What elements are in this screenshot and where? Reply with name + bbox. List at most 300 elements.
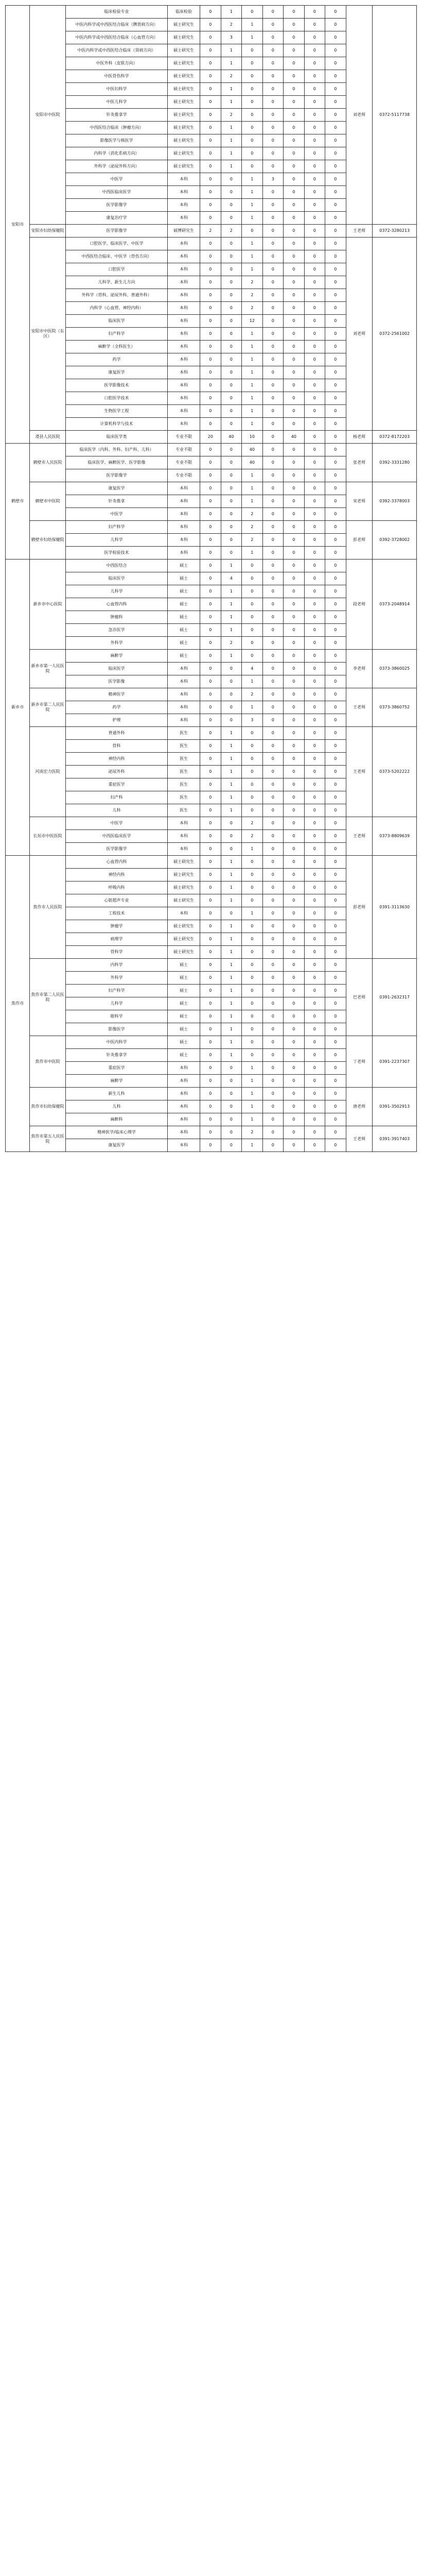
education-cell: 硕士研究生 [168,19,200,31]
count-cell: 1 [221,804,242,817]
education-cell: 硕士 [168,1023,200,1036]
count-cell: 10 [242,431,263,444]
count-cell: 0 [325,341,346,353]
contact-cell: 李老师 [346,650,373,688]
count-cell: 0 [262,122,284,134]
count-cell: 0 [200,83,221,96]
count-cell: 1 [242,1062,263,1075]
count-cell: 1 [242,907,263,920]
count-cell: 0 [284,791,305,804]
count-cell: 0 [262,160,284,173]
count-cell: 2 [242,830,263,843]
count-cell: 0 [284,675,305,688]
count-cell: 0 [284,160,305,173]
count-cell: 0 [284,122,305,134]
education-cell: 硕士研究生 [168,933,200,946]
count-cell: 0 [304,392,325,405]
count-cell: 0 [325,379,346,392]
education-cell: 硕士 [168,560,200,572]
count-cell: 0 [325,894,346,907]
count-cell: 0 [304,675,325,688]
count-cell: 0 [304,109,325,122]
count-cell: 0 [284,1010,305,1023]
count-cell: 0 [325,997,346,1010]
count-cell: 0 [304,263,325,276]
count-cell: 0 [221,663,242,675]
education-cell: 硕士 [168,1049,200,1062]
count-cell: 0 [304,714,325,727]
specialty-cell: 外科学（骨科、泌尿外科、普通外科） [66,289,168,302]
count-cell: 0 [262,907,284,920]
count-cell: 0 [200,933,221,946]
count-cell: 0 [242,972,263,985]
contact-cell: 王老师 [346,225,373,238]
education-cell: 硕士 [168,611,200,624]
specialty-cell: 医学影像学 [66,843,168,856]
count-cell: 0 [262,727,284,740]
specialty-cell: 药学 [66,353,168,366]
count-cell: 1 [242,173,263,186]
education-cell: 硕士研究生 [168,160,200,173]
count-cell: 0 [325,753,346,766]
count-cell: 0 [284,740,305,753]
specialty-cell: 精神医学 [66,688,168,701]
count-cell: 0 [221,1062,242,1075]
count-cell: 1 [242,1075,263,1088]
count-cell: 0 [200,250,221,263]
count-cell: 0 [304,650,325,663]
count-cell: 0 [221,714,242,727]
specialty-cell: 医学检验技术 [66,547,168,560]
count-cell: 0 [284,778,305,791]
education-cell: 医生 [168,778,200,791]
count-cell: 0 [304,843,325,856]
count-cell: 0 [304,894,325,907]
count-cell: 0 [325,57,346,70]
specialty-cell: 外科学 [66,972,168,985]
recruitment-table-sheet [5,5,417,1152]
count-cell: 0 [262,83,284,96]
education-cell: 本科 [168,173,200,186]
count-cell: 0 [221,469,242,482]
education-cell: 硕士研究生 [168,894,200,907]
count-cell: 0 [304,1088,325,1100]
specialty-cell: 重症医学 [66,778,168,791]
phone-cell: 0392-3331280 [373,444,417,482]
count-cell: 0 [242,70,263,83]
count-cell: 1 [242,19,263,31]
education-cell: 硕士研究生 [168,946,200,959]
count-cell: 0 [262,959,284,972]
count-cell: 2 [242,302,263,315]
count-cell: 1 [221,985,242,997]
count-cell: 0 [242,856,263,869]
specialty-cell: 工程技术 [66,907,168,920]
count-cell: 0 [325,560,346,572]
count-cell: 0 [200,289,221,302]
count-cell: 0 [284,1088,305,1100]
count-cell: 0 [325,134,346,147]
education-cell: 本科 [168,1113,200,1126]
count-cell: 0 [284,1036,305,1049]
specialty-cell: 临床医学类 [66,431,168,444]
count-cell: 0 [325,328,346,341]
count-cell: 0 [262,186,284,199]
count-cell: 0 [242,1010,263,1023]
count-cell: 0 [262,70,284,83]
education-cell: 本科 [168,392,200,405]
specialty-cell: 中西医结合临床（肿瘤方向） [66,122,168,134]
count-cell: 1 [221,134,242,147]
specialty-cell: 儿科学、新生儿方向 [66,276,168,289]
count-cell: 0 [325,147,346,160]
education-cell: 本科 [168,508,200,521]
count-cell: 0 [304,366,325,379]
count-cell: 1 [221,147,242,160]
education-cell: 硕士研究生 [168,122,200,134]
count-cell: 0 [221,212,242,225]
education-cell: 本科 [168,250,200,263]
education-cell: 本科 [168,263,200,276]
table-row [6,431,417,444]
hospital-name-cell: 鹤壁市中医院 [30,482,66,521]
count-cell: 0 [284,869,305,882]
education-cell: 医生 [168,766,200,778]
count-cell: 0 [304,869,325,882]
count-cell: 0 [284,263,305,276]
count-cell: 0 [242,147,263,160]
specialty-cell: 心血管内科 [66,856,168,869]
count-cell: 0 [304,96,325,109]
count-cell: 2 [221,225,242,238]
specialty-cell: 中医学 [66,508,168,521]
specialty-cell: 针灸推拿学 [66,109,168,122]
count-cell: 1 [242,547,263,560]
count-cell: 0 [304,6,325,19]
table-row [6,238,417,250]
count-cell: 0 [304,701,325,714]
specialty-cell: 重症医学 [66,1062,168,1075]
specialty-cell: 儿科学 [66,585,168,598]
count-cell: 2 [221,109,242,122]
count-cell: 0 [325,817,346,830]
count-cell: 1 [242,1088,263,1100]
count-cell: 0 [304,431,325,444]
count-cell: 0 [304,1010,325,1023]
hospital-name-cell: 鹤壁市妇幼保健院 [30,521,66,560]
count-cell: 0 [304,534,325,547]
education-cell: 本科 [168,843,200,856]
count-cell: 0 [200,611,221,624]
count-cell: 0 [284,1049,305,1062]
count-cell: 0 [284,456,305,469]
phone-cell: 0391-2632317 [373,959,417,1036]
specialty-cell: 影像医学与核医学 [66,134,168,147]
count-cell: 0 [284,392,305,405]
count-cell: 0 [325,31,346,44]
count-cell: 0 [200,495,221,508]
count-cell: 0 [284,663,305,675]
specialty-cell: 病理学 [66,933,168,946]
count-cell: 0 [284,547,305,560]
count-cell: 0 [325,856,346,869]
education-cell: 本科 [168,675,200,688]
count-cell: 0 [304,830,325,843]
count-cell: 0 [304,791,325,804]
count-cell: 0 [325,907,346,920]
count-cell: 0 [304,907,325,920]
count-cell: 0 [284,817,305,830]
count-cell: 0 [284,1113,305,1126]
education-cell: 本科 [168,1062,200,1075]
count-cell: 1 [242,250,263,263]
count-cell: 0 [242,804,263,817]
count-cell: 0 [221,405,242,418]
count-cell: 2 [221,19,242,31]
count-cell: 0 [304,276,325,289]
table-row [6,1036,417,1049]
count-cell: 40 [284,431,305,444]
specialty-cell: 康复医学 [66,366,168,379]
count-cell: 0 [262,1088,284,1100]
contact-cell: 张老师 [346,444,373,482]
count-cell: 0 [262,276,284,289]
specialty-cell: 中医儿科学 [66,96,168,109]
phone-cell: 0391-3502913 [373,1088,417,1126]
count-cell: 0 [262,997,284,1010]
count-cell: 1 [221,598,242,611]
count-cell: 0 [242,611,263,624]
hospital-name-cell: 安阳市中医院 [30,6,66,225]
education-cell: 临床检验 [168,6,200,19]
count-cell: 0 [262,714,284,727]
specialty-cell: 医学影像 [66,675,168,688]
count-cell: 0 [262,843,284,856]
count-cell: 0 [304,379,325,392]
count-cell: 0 [325,959,346,972]
count-cell: 0 [200,186,221,199]
count-cell: 0 [325,392,346,405]
count-cell: 0 [262,19,284,31]
hospital-name-cell: 安阳市妇幼保健院 [30,225,66,238]
phone-cell: 0373-2048914 [373,560,417,650]
count-cell: 0 [304,997,325,1010]
city-cell: 焦作市 [6,856,30,1152]
specialty-cell: 中医学 [66,173,168,186]
specialty-cell: 儿科 [66,804,168,817]
count-cell: 0 [284,521,305,534]
count-cell: 0 [325,1100,346,1113]
specialty-cell: 内科学 [66,959,168,972]
specialty-cell: 康复医学 [66,482,168,495]
count-cell: 0 [284,534,305,547]
count-cell: 0 [242,727,263,740]
count-cell: 0 [221,495,242,508]
specialty-cell: 眼科学 [66,1010,168,1023]
count-cell: 0 [284,328,305,341]
count-cell: 0 [242,44,263,57]
specialty-cell: 呼吸内科 [66,882,168,894]
count-cell: 0 [242,946,263,959]
count-cell: 0 [325,122,346,134]
count-cell: 0 [200,1049,221,1062]
count-cell: 0 [325,920,346,933]
count-cell: 0 [262,637,284,650]
count-cell: 0 [262,778,284,791]
count-cell: 0 [304,70,325,83]
count-cell: 0 [262,250,284,263]
count-cell: 0 [262,817,284,830]
count-cell: 0 [262,495,284,508]
count-cell: 0 [221,1113,242,1126]
specialty-cell: 临床医学 [66,315,168,328]
count-cell: 0 [221,1139,242,1152]
count-cell: 1 [221,57,242,70]
count-cell: 1 [221,1023,242,1036]
count-cell: 0 [262,456,284,469]
count-cell: 0 [262,315,284,328]
specialty-cell: 临床检验专业 [66,6,168,19]
table-row [6,856,417,869]
count-cell: 0 [284,1023,305,1036]
phone-cell: 0391-2237307 [373,1036,417,1088]
count-cell: 0 [242,920,263,933]
count-cell: 0 [200,6,221,19]
count-cell: 0 [262,469,284,482]
count-cell: 0 [200,276,221,289]
education-cell: 医生 [168,727,200,740]
count-cell: 0 [221,675,242,688]
count-cell: 0 [325,238,346,250]
count-cell: 0 [284,109,305,122]
education-cell: 本科 [168,366,200,379]
count-cell: 1 [242,341,263,353]
count-cell: 0 [284,70,305,83]
phone-cell: 0392-3378003 [373,482,417,521]
hospital-name-cell: 焦作市中医院 [30,1036,66,1088]
count-cell: 0 [200,1010,221,1023]
contact-cell: 彭老师 [346,521,373,560]
count-cell: 0 [242,882,263,894]
count-cell: 1 [242,469,263,482]
specialty-cell: 临床医学 [66,572,168,585]
count-cell: 0 [284,315,305,328]
count-cell: 0 [262,353,284,366]
count-cell: 0 [262,508,284,521]
contact-cell: 宋老师 [346,482,373,521]
contact-cell: 刘老师 [346,238,373,431]
count-cell: 0 [304,521,325,534]
count-cell: 0 [221,1100,242,1113]
count-cell: 0 [262,199,284,212]
count-cell: 0 [304,778,325,791]
count-cell: 0 [200,134,221,147]
count-cell: 0 [200,392,221,405]
count-cell: 0 [325,1113,346,1126]
count-cell: 0 [325,534,346,547]
count-cell: 0 [284,353,305,366]
specialty-cell: 外科学 [66,637,168,650]
count-cell: 0 [325,302,346,315]
contact-cell: 巴老师 [346,959,373,1036]
specialty-cell: 中医骨伤科学 [66,70,168,83]
count-cell: 0 [200,1062,221,1075]
count-cell: 0 [304,418,325,431]
count-cell: 0 [200,534,221,547]
count-cell: 0 [304,1023,325,1036]
count-cell: 1 [221,585,242,598]
count-cell: 0 [242,933,263,946]
education-cell: 本科 [168,714,200,727]
education-cell: 本科 [168,663,200,675]
count-cell: 0 [325,650,346,663]
count-cell: 0 [200,547,221,560]
table-row [6,727,417,740]
count-cell: 0 [325,70,346,83]
count-cell: 0 [304,495,325,508]
count-cell: 0 [262,1023,284,1036]
education-cell: 本科 [168,328,200,341]
contact-cell: 王老师 [346,727,373,817]
count-cell: 0 [200,212,221,225]
count-cell: 0 [325,972,346,985]
count-cell: 0 [284,624,305,637]
count-cell: 0 [262,688,284,701]
count-cell: 0 [242,134,263,147]
count-cell: 0 [284,44,305,57]
count-cell: 0 [221,482,242,495]
count-cell: 0 [325,199,346,212]
count-cell: 0 [325,598,346,611]
count-cell: 1 [242,238,263,250]
count-cell: 1 [242,405,263,418]
count-cell: 0 [284,147,305,160]
count-cell: 0 [284,302,305,315]
count-cell: 0 [284,134,305,147]
count-cell: 2 [242,534,263,547]
count-cell: 0 [304,585,325,598]
count-cell: 1 [221,624,242,637]
count-cell: 0 [200,508,221,521]
count-cell: 0 [284,701,305,714]
count-cell: 0 [284,753,305,766]
specialty-cell: 康复治疗学 [66,212,168,225]
count-cell: 0 [325,585,346,598]
count-cell: 0 [304,508,325,521]
table-row [6,817,417,830]
count-cell: 0 [262,585,284,598]
count-cell: 1 [242,212,263,225]
count-cell: 1 [242,263,263,276]
count-cell: 1 [221,920,242,933]
count-cell: 0 [304,160,325,173]
contact-cell: 刘老师 [346,6,373,225]
count-cell: 0 [284,482,305,495]
count-cell: 0 [262,830,284,843]
count-cell: 0 [284,688,305,701]
education-cell: 本科 [168,701,200,714]
city-cell: 鹤壁市 [6,444,30,560]
education-cell: 硕士 [168,985,200,997]
education-cell: 本科 [168,1075,200,1088]
specialty-cell: 护理 [66,714,168,727]
count-cell: 0 [325,212,346,225]
count-cell: 1 [242,366,263,379]
count-cell: 0 [304,572,325,585]
count-cell: 0 [242,122,263,134]
count-cell: 0 [284,611,305,624]
specialty-cell: 外科学（泌尿外科方向） [66,160,168,173]
